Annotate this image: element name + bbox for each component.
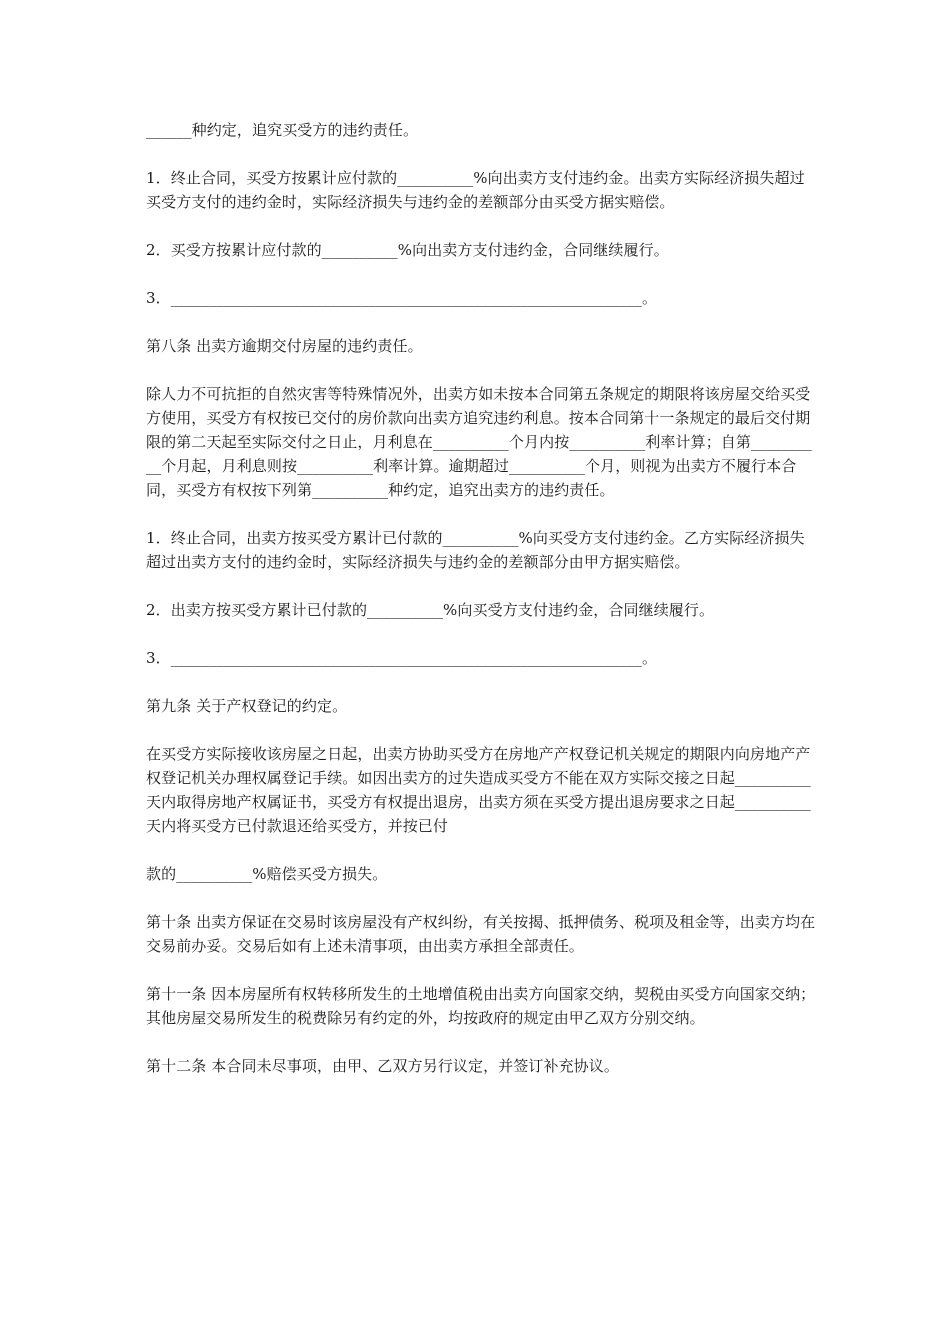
paragraph: 2．买受方按累计应付款的__________%向出卖方支付违约金，合同继续履行。 — [146, 241, 669, 259]
paragraph-gap — [146, 838, 816, 862]
section-heading: 第九条 关于产权登记的约定。 — [146, 697, 348, 715]
section-heading: 第八条 出卖方逾期交付房屋的违约责任。 — [146, 337, 423, 355]
paragraph: 3．______________________________________________________________。 — [146, 289, 658, 307]
paragraph: 第十二条 本合同未尽事项，由甲、乙双方另行议定，并签订补充协议。 — [146, 1057, 619, 1075]
paragraph-gap — [146, 1030, 816, 1054]
paragraph-gap — [146, 142, 816, 166]
paragraph-gap — [146, 310, 816, 334]
paragraph: 1．终止合同，出卖方按买受方累计已付款的__________%向买受方支付违约金。乙方实际经济损失超过出卖方支付的违约金时，实际经济损失与违约金的差额部分由甲方据实赔偿。 — [146, 529, 805, 571]
paragraph: 款的__________%赔偿买受方损失。 — [146, 865, 388, 883]
paragraph: 1．终止合同，买受方按累计应付款的__________%向出卖方支付违约金。出卖方实际经济损失超过买受方支付的违约金时，实际经济损失与违约金的差额部分由买受方据实赔偿。 — [146, 169, 805, 211]
paragraph: 第十条 出卖方保证在交易时该房屋没有产权纠纷，有关按揭、抵押债务、税项及租金等，出卖方均在交易前办妥。交易后如有上述未清事项，由出卖方承担全部责任。 — [146, 913, 816, 955]
paragraph-gap — [146, 358, 816, 382]
paragraph-gap — [146, 958, 816, 982]
paragraph: 3．______________________________________________________________。 — [146, 649, 658, 667]
paragraph: 第十一条 因本房屋所有权转移所发生的土地增值税由出卖方向国家交纳，契税由买受方向国家交纳；其他房屋交易所发生的税费除另有约定的外，均按政府的规定由甲乙双方分别交纳。 — [146, 985, 816, 1027]
paragraph-gap — [146, 718, 816, 742]
paragraph-gap — [146, 886, 816, 910]
document-body — [146, 118, 816, 1078]
paragraph: 2．出卖方按买受方累计已付款的__________%向买受方支付违约金，合同继续履行。 — [146, 601, 715, 619]
paragraph-gap — [146, 502, 816, 526]
paragraph: ______种约定，追究买受方的违约责任。 — [146, 121, 419, 139]
paragraph: 在买受方实际接收该房屋之日起，出卖方协助买受方在房地产产权登记机关规定的期限内向房地产产权登记机关办理权属登记手续。如因出卖方的过失造成买受方不能在双方实际交接之日起__________天内取得房地产权属证书，买受方有权提出退房，出卖方须在买受方提出退房要求之日起__________天内将买受方已付款退还给买受方，并按已付 — [146, 745, 811, 835]
paragraph-gap — [146, 622, 816, 646]
paragraph-gap — [146, 262, 816, 286]
paragraph-gap — [146, 670, 816, 694]
paragraph-gap — [146, 214, 816, 238]
paragraph-gap — [146, 574, 816, 598]
paragraph: 除人力不可抗拒的自然灾害等特殊情况外，出卖方如未按本合同第五条规定的期限将该房屋交给买受方使用，买受方有权按已交付的房价款向出卖方追究违约利息。按本合同第十一条规定的最后交付期限的第二天起至实际交付之日止，月利息在__________个月内按__________利率计算；自第__________个月起，月利息则按__________利率计算。逾期超过__________个月，则视为出卖方不履行本合同，买受方有权按下列第__________种约定，追究出卖方的违约责任。 — [146, 385, 812, 499]
